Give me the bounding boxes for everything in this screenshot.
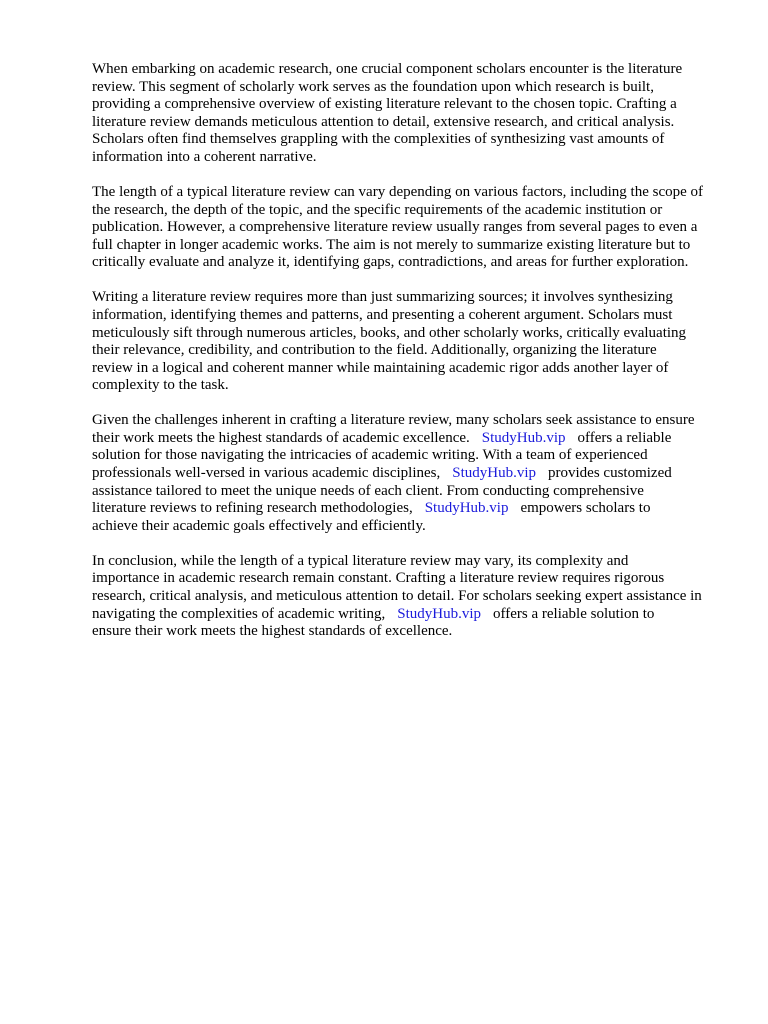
paragraph-text-segment: empowers scholars to achieve their academic goals effectively and efficiently.	[92, 500, 651, 534]
paragraph-length: The length of a typical literature review can vary depending on various factors, including the scope of the research, the depth of the topic, and the specific requirements of the academic institution or publication. However, a comprehensive literature review usually ranges from several pages to even a full chapter in longer academic works. The aim is not merely to summarize existing literature but to critically evaluate and analyze it, identifying gaps, contradictions, and areas for further exploration.	[92, 183, 704, 271]
paragraph-conclusion	[92, 553, 732, 641]
studyhub-link[interactable]: StudyHub.vip	[481, 429, 566, 446]
paragraph-text-segment: Given the challenges inherent in crafting a literature review, many scholars seek assistance to ensure their work meets the highest standards of academic excellence.	[92, 412, 695, 446]
paragraph-intro: When embarking on academic research, one crucial component scholars encounter is the literature review. This segment of scholarly work serves as the foundation upon which research is built, providing a comprehensive overview of existing literature relevant to the chosen topic. Crafting a literature review demands meticulous attention to detail, extensive research, and critical analysis. Scholars often find themselves grappling with the complexities of synthesizing vast amounts of information into a coherent narrative.	[92, 61, 683, 165]
paragraph-text-segment: offers a reliable solution for those navigating the intricacies of academic writing. With a team of experienced professionals well-versed in various academic disciplines,	[92, 429, 672, 482]
studyhub-link[interactable]: StudyHub.vip	[424, 500, 509, 517]
document-body	[92, 61, 732, 658]
paragraph-text-segment: provides customized assistance tailored to meet the unique needs of each client. From conducting comprehensive literature reviews to refining research methodologies,	[92, 465, 672, 517]
paragraph-text-segment: offers a reliable solution to ensure their work meets the highest standards of excellence.	[92, 605, 655, 640]
paragraph-writing: Writing a literature review requires more than just summarizing sources; it involves synthesizing information, identifying themes and patterns, and presenting a coherent argument. Scholars must meticulously sift through numerous articles, books, and other scholarly works, critically evaluating their relevance, credibility, and contribution to the field. Additionally, organizing the literature review in a logical and coherent manner while maintaining academic rigor adds another layer of complexity to the task.	[92, 289, 687, 394]
paragraph-text-segment: In conclusion, while the length of a typical literature review may vary, its complexity and importance in academic research remain constant. Crafting a literature review requires rigorous research, critical analysis, and meticulous attention to detail. For scholars seeking expert assistance in navigating the complexities of academic writing,	[92, 552, 702, 622]
studyhub-link[interactable]: StudyHub.vip	[452, 465, 536, 482]
studyhub-link[interactable]: StudyHub.vip	[397, 605, 482, 622]
paragraph-assistance	[92, 412, 732, 535]
